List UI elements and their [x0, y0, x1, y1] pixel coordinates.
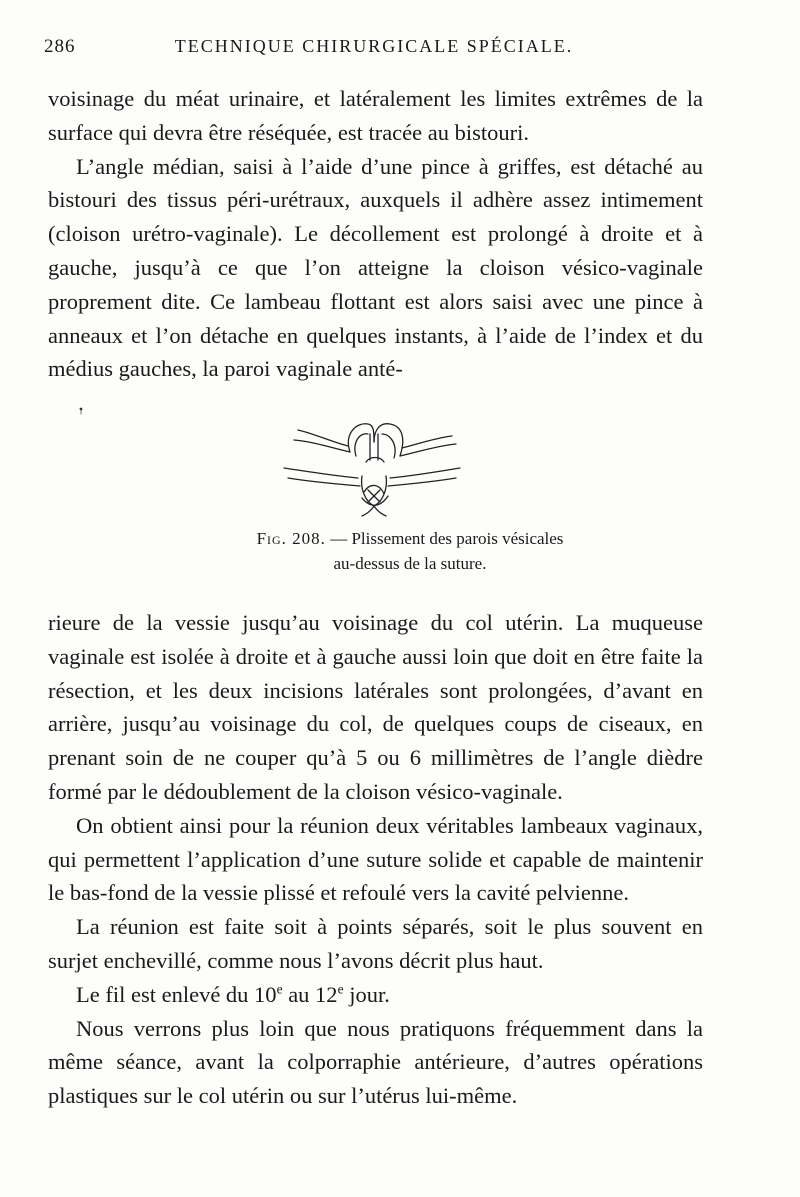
paragraph: voisinage du méat urinaire, et latéralement les limites extrêmes de la surface qui devra être réséquée, est tracée au bistouri.	[48, 86, 703, 145]
paragraph: L’angle médian, saisi à l’aide d’une pince à griffes, est détaché au bistouri des tissus péri-urétraux, auxquels il adhère assez intimement (cloison urétro-vaginale). Le décollement est prolongé à droite et à gauche, jusqu’à ce que l’on atteigne la cloison vésico-vaginale proprement dite. Ce lambeau flottant est alors saisi avec une pince à anneaux et l’on détache en quelques instants, à l’aide de l’index et du médius gauches, la paroi vaginale anté-	[48, 153, 703, 382]
running-title: TECHNIQUE CHIRURGICALE SPÉCIALE.	[174, 36, 574, 56]
print-speck	[78, 402, 84, 410]
text-block-top	[48, 82, 703, 386]
text-run: au 12	[282, 981, 338, 1007]
page-number: 286	[44, 36, 76, 57]
text-block-bottom	[48, 606, 703, 1113]
figure-label: Fig. 208.	[256, 529, 326, 548]
page-header	[44, 36, 704, 64]
paragraph-fil	[48, 978, 703, 1012]
paragraph: La réunion est faite soit à points séparés, soit le plus souvent en surjet enchevillé, comme nous l’avons décrit plus haut.	[48, 914, 703, 973]
caption-line-1	[150, 526, 670, 551]
text-run: jour.	[343, 981, 390, 1007]
paragraph: On obtient ainsi pour la réunion deux véritables lambeaux vaginaux, qui permettent l’application d’une suture solide et capable de maintenir le bas-fond de la vessie plissé et refoulé vers la cavité pelvienne.	[48, 812, 703, 906]
superscript: e	[276, 981, 283, 997]
text-run: Le fil est enlevé du 10	[76, 981, 277, 1007]
figure-illustration	[270, 412, 470, 522]
caption-text: — Plissement des parois vésicales	[325, 529, 564, 548]
superscript: e	[337, 981, 344, 997]
figure-caption	[150, 526, 670, 576]
caption-line-2: au-dessus de la suture.	[333, 554, 487, 573]
paragraph: rieure de la vessie jusqu’au voisinage du col utérin. La muqueuse vaginale est isolée à droite et à gauche aussi loin que doit en être faite la résection, et les deux incisions latérales sont prolongées, d’avant en arrière, jusqu’au voisinage du col, de quelques coups de ciseaux, en prenant soin de ne couper qu’à 5 ou 6 millimètres de l’angle dièdre formé par le dédoublement de la cloison vésico-vaginale.	[48, 610, 703, 804]
paragraph: Nous verrons plus loin que nous pratiquons fréquemment dans la même séance, avant la colporraphie antérieure, d’autres opérations plastiques sur le col utérin ou sur l’utérus lui-même.	[48, 1015, 703, 1109]
